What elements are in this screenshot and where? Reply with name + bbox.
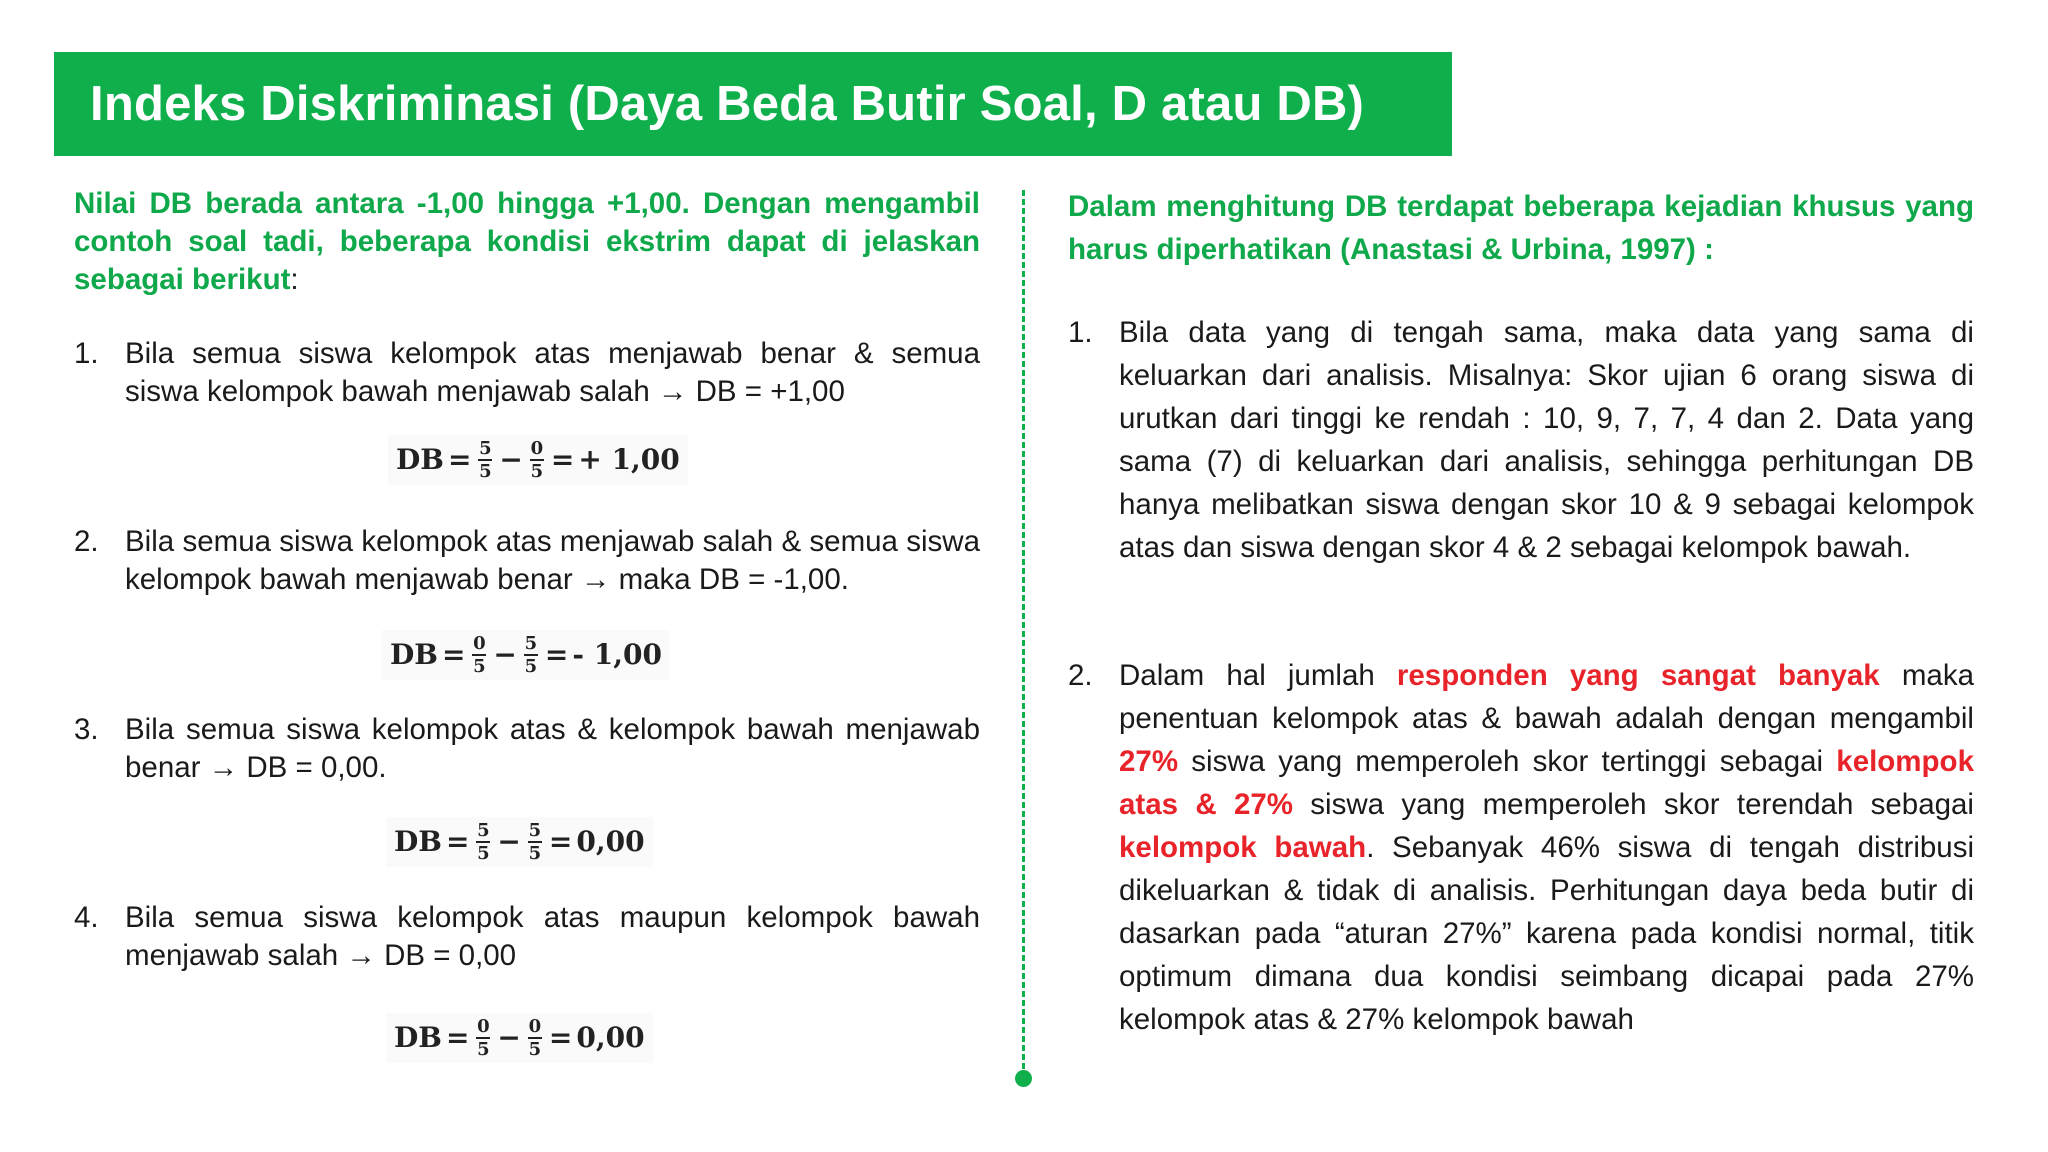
item-text bbox=[1119, 654, 1974, 1041]
right-column bbox=[1068, 185, 1975, 1036]
denominator: 5 bbox=[479, 461, 492, 482]
item-text: Bila semua siswa kelompok atas maupun kelompok bawah menjawab salah → DB = 0,00 bbox=[125, 901, 980, 972]
numerator: 5 bbox=[524, 633, 538, 654]
fraction bbox=[530, 439, 544, 481]
numerator: 5 bbox=[528, 820, 542, 841]
formula-result: 0,00 bbox=[576, 825, 645, 858]
left-intro-text: Nilai DB berada antara -1,00 hingga +1,00. Dengan mengambil contoh soal tadi, beberapa kondisi ekstrim dapat di jelaskan sebagai berikut bbox=[74, 187, 980, 296]
numerator: 5 bbox=[479, 438, 492, 459]
formula-result: + 1,00 bbox=[578, 443, 680, 476]
fraction bbox=[524, 634, 538, 676]
item-number: 1. bbox=[1068, 316, 1093, 349]
list-item bbox=[74, 899, 980, 975]
highlight-text: kelompok atas & 27% bbox=[1119, 745, 1974, 821]
list-item bbox=[74, 335, 980, 411]
fraction bbox=[476, 1017, 490, 1059]
denominator: 5 bbox=[528, 843, 542, 864]
fraction bbox=[472, 634, 486, 676]
formula: DB = $\frac{0}{5}$ − $\frac{5}{5}$ = - 1,00 bbox=[382, 630, 670, 680]
formula: DB = $\frac{5}{5}$ − $\frac{5}{5}$ = 0,00 bbox=[386, 817, 653, 867]
denominator: 5 bbox=[524, 656, 538, 677]
item-number: 1. bbox=[74, 337, 99, 370]
highlight-text: responden yang sangat banyak bbox=[1396, 659, 1880, 692]
list-item bbox=[74, 523, 980, 599]
text-span: siswa yang memperoleh skor tertinggi sebagai bbox=[1178, 745, 1837, 778]
formula-lhs: DB bbox=[394, 825, 442, 858]
formula-lhs: DB bbox=[390, 638, 438, 671]
list-item bbox=[1068, 654, 1974, 1041]
formula: DB = $\frac{0}{5}$ − $\frac{0}{5}$ = 0,00 bbox=[386, 1013, 653, 1063]
numerator: 0 bbox=[477, 1016, 490, 1037]
right-intro: Dalam menghitung DB terdapat beberapa kejadian khusus yang harus diperhatikan (Anastasi & Urbina, 1997) : bbox=[1068, 190, 1974, 266]
item-number: 2. bbox=[1068, 659, 1093, 692]
item-number: 4. bbox=[74, 901, 99, 934]
item-text: Bila semua siswa kelompok atas menjawab benar & semua siswa kelompok bawah menjawab salah → DB = +1,00 bbox=[125, 337, 980, 408]
title-banner bbox=[54, 52, 1452, 156]
denominator: 5 bbox=[528, 1039, 542, 1060]
left-intro-colon: : bbox=[290, 263, 299, 296]
item-text: Bila data yang di tengah sama, maka data yang sama di keluarkan dari analisis. Misalnya: Skor ujian 6 orang siswa di urutkan dari tinggi ke rendah : 10, 9, 7, 7, 4 dan 2. Data yang sama (7) di keluarkan dari analisis, sehingga perhitungan DB hanya melibatkan siswa dengan skor 10 & 9 sebagai kelompok atas dan siswa dengan skor 4 & 2 sebagai kelompok bawah. bbox=[1119, 316, 1974, 564]
fraction bbox=[528, 821, 542, 863]
page-title: Indeks Diskriminasi (Daya Beda Butir Soal, D atau DB) bbox=[90, 77, 1365, 131]
numerator: 0 bbox=[528, 1016, 542, 1037]
text-span: siswa yang memperoleh skor terendah sebagai bbox=[1292, 788, 1974, 821]
denominator: 5 bbox=[473, 656, 486, 677]
fraction bbox=[528, 1017, 542, 1059]
item-text: Bila semua siswa kelompok atas & kelompok bawah menjawab benar → DB = 0,00. bbox=[125, 713, 980, 784]
text-span: maka penentuan kelompok atas & bawah adalah dengan mengambil bbox=[1119, 659, 1974, 735]
highlight-text: kelompok bawah bbox=[1119, 831, 1367, 864]
numerator: 5 bbox=[477, 820, 490, 841]
list-item bbox=[74, 711, 980, 787]
denominator: 5 bbox=[477, 843, 490, 864]
formula-lhs: DB bbox=[394, 1021, 442, 1054]
list-item bbox=[1068, 311, 1974, 569]
item-text: Bila semua siswa kelompok atas menjawab salah & semua siswa kelompok bawah menjawab benar → maka DB = -1,00. bbox=[125, 525, 980, 596]
left-intro bbox=[74, 185, 980, 299]
left-column bbox=[74, 185, 980, 1060]
numerator: 0 bbox=[530, 438, 544, 459]
text-span: Dalam hal jumlah bbox=[1119, 659, 1397, 692]
denominator: 5 bbox=[477, 1039, 490, 1060]
item-number: 3. bbox=[74, 713, 99, 746]
fraction bbox=[478, 439, 492, 481]
column-divider bbox=[1022, 190, 1025, 1078]
formula-lhs: DB bbox=[396, 443, 444, 476]
formula-result: 0,00 bbox=[576, 1021, 645, 1054]
item-number: 2. bbox=[74, 525, 99, 558]
formula-result: - 1,00 bbox=[572, 638, 662, 671]
numerator: 0 bbox=[473, 633, 486, 654]
fraction bbox=[476, 821, 490, 863]
highlight-text: 27% bbox=[1119, 745, 1179, 778]
formula: DB = $\frac{5}{5}$ − $\frac{0}{5}$ = + 1,00 bbox=[388, 435, 688, 485]
divider-end-dot bbox=[1015, 1070, 1032, 1087]
denominator: 5 bbox=[530, 461, 544, 482]
text-span: . Sebanyak 46% siswa di tengah distribusi dikeluarkan & tidak di analisis. Perhitungan daya beda butir di dasarkan pada “aturan 27%” karena pada kondisi normal, titik optimum dimana dua kondisi seimbang dicapai pada 27% kelompok atas & 27% kelompok bawah bbox=[1119, 831, 1975, 1036]
